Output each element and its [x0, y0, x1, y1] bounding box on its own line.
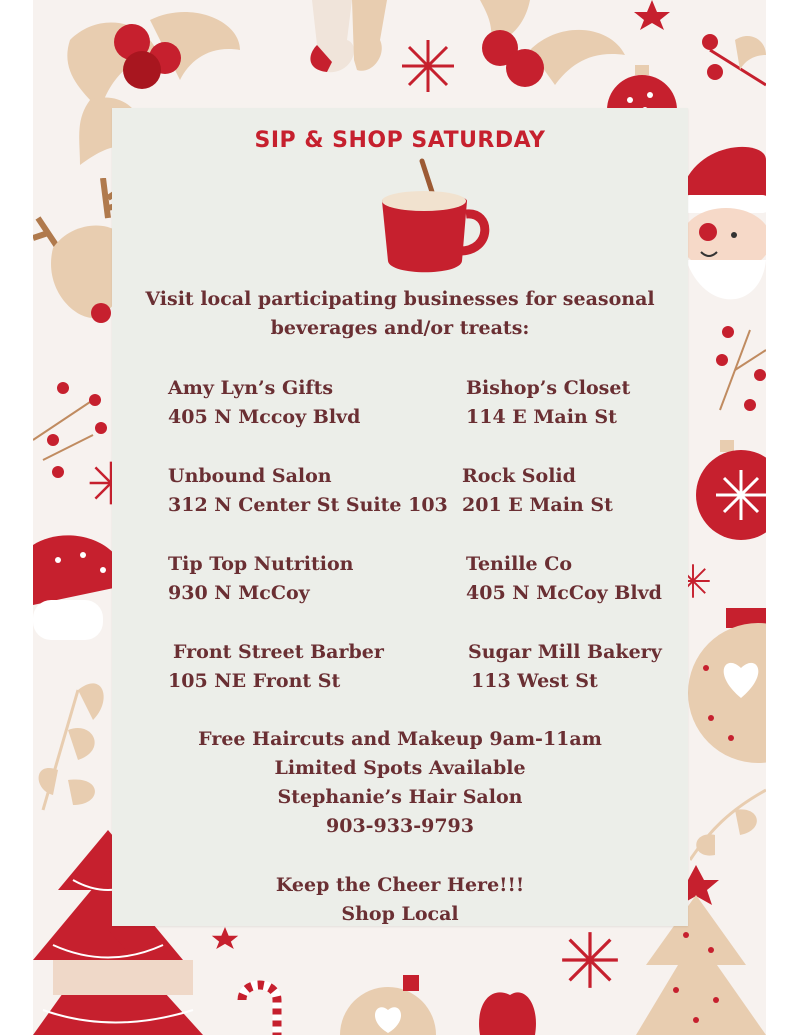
business-name: Bishop’s Closet — [466, 377, 631, 399]
snowflake-icon — [400, 38, 456, 94]
business-address: 201 E Main St — [462, 494, 613, 516]
business-name: Front Street Barber — [173, 641, 384, 663]
star-icon — [632, 0, 672, 30]
promo-line-2: Limited Spots Available — [274, 757, 526, 779]
closing-line-2: Shop Local — [341, 903, 459, 925]
promo-line-1: Free Haircuts and Makeup 9am-11am — [198, 728, 602, 750]
holly-icon — [33, 670, 113, 820]
business-sugar-mill-bakery — [468, 638, 728, 696]
business-tenille-co — [466, 550, 726, 608]
holly-icon — [690, 780, 766, 870]
promo-phone: 903-933-9793 — [326, 815, 474, 837]
business-rock-solid — [462, 462, 722, 520]
intro-line-2: beverages and/or treats: — [270, 317, 530, 339]
business-unbound-salon — [168, 462, 448, 520]
business-bishops-closet — [466, 374, 726, 432]
intro-line-1: Visit local participating businesses for seasonal — [145, 288, 655, 310]
snowflake-icon — [560, 930, 620, 990]
business-amy-lyns-gifts — [168, 374, 428, 432]
mitten-icon — [470, 985, 545, 1035]
candy-cane-icon — [232, 975, 292, 1035]
closing-line-1: Keep the Cheer Here!!! — [275, 874, 525, 896]
flyer-card — [112, 108, 688, 926]
promo-line-3: Stephanie’s Hair Salon — [277, 786, 523, 808]
business-address: 930 N McCoy — [168, 582, 310, 604]
business-address: 405 N McCoy Blvd — [466, 582, 662, 604]
business-name: Unbound Salon — [168, 465, 332, 487]
business-name: Rock Solid — [462, 465, 576, 487]
business-address: 105 NE Front St — [168, 670, 341, 692]
ornament-icon — [338, 975, 438, 1035]
business-address: 113 West St — [471, 670, 598, 692]
stocking-icon — [292, 0, 392, 80]
business-name: Tenille Co — [466, 553, 573, 575]
business-address: 405 N Mccoy Blvd — [168, 406, 361, 428]
business-tip-top-nutrition — [168, 550, 428, 608]
holly-icon — [700, 30, 766, 110]
business-front-street-barber — [168, 638, 428, 696]
star-icon — [210, 927, 240, 949]
flyer-title: SIP & SHOP SATURDAY — [254, 128, 546, 153]
mug-icon — [362, 156, 492, 284]
business-name: Tip Top Nutrition — [168, 553, 354, 575]
business-address: 114 E Main St — [466, 406, 617, 428]
business-name: Sugar Mill Bakery — [468, 641, 662, 663]
business-address: 312 N Center St Suite 103 — [168, 494, 448, 516]
business-name: Amy Lyn’s Gifts — [168, 377, 334, 399]
